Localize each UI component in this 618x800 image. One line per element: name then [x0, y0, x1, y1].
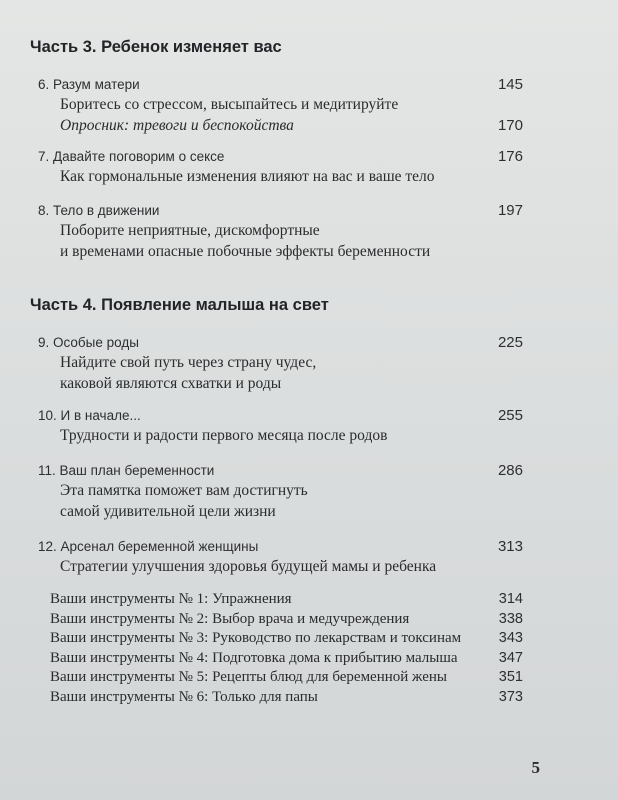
chapter-heading: 10. И в начале... [38, 408, 141, 423]
tool-entry [50, 649, 523, 669]
chapter-description: самой удивительной цели жизни [60, 503, 276, 520]
chapter-heading: 8. Тело в движении [38, 203, 160, 218]
toc-entry [38, 76, 523, 136]
chapter-description: Трудности и радости первого месяца после родов [60, 427, 388, 444]
tool-title: Ваши инструменты № 1: Упражнения [50, 591, 292, 607]
tool-title: Ваши инструменты № 2: Выбор врача и медучреждения [50, 610, 410, 627]
chapter-description: Как гормональные изменения влияют на вас и ваше тело [60, 168, 435, 185]
tool-entry [50, 629, 523, 649]
page-ref: 338 [498, 610, 523, 627]
tool-title: Ваши инструменты № 6: Только для папы [50, 688, 318, 705]
chapter-heading: 9. Особые роды [38, 335, 139, 350]
chapter-description: Найдите свой путь через страну чудес, [60, 354, 317, 371]
page-ref: 255 [497, 407, 523, 424]
tool-title: Ваши инструменты № 3: Руководство по лекарствам и токсинам [50, 630, 462, 646]
chapter-description: Эта памятка поможет вам достигнуть [60, 482, 308, 499]
toc-entry [38, 462, 523, 522]
page-ref: 313 [497, 538, 523, 555]
toc-entry [38, 334, 523, 394]
tool-title: Ваши инструменты № 5: Рецепты блюд для беременной жены [50, 669, 447, 685]
page-ref: 145 [497, 76, 523, 93]
tool-title: Ваши инструменты № 4: Подготовка дома к прибытию малыша [50, 649, 458, 666]
page-ref: 351 [498, 669, 523, 685]
page-ref: 176 [497, 148, 523, 165]
tool-entry [50, 688, 523, 708]
page-ref: 225 [497, 334, 523, 351]
chapter-heading: 11. Ваш план беременности [38, 463, 215, 478]
page-number: 5 [531, 758, 540, 777]
chapter-description: Опросник: тревоги и беспокойства [60, 117, 294, 134]
tools-list [50, 590, 523, 707]
chapter-heading: 12. Арсенал беременной женщины [38, 539, 259, 554]
chapter-description: Стратегии улучшения здоровья будущей мамы и ребенка [60, 558, 437, 575]
page-ref: 170 [497, 117, 523, 134]
tool-entry [50, 610, 523, 630]
chapter-description: каковой являются схватки и роды [60, 375, 282, 392]
chapter-heading: 7. Давайте поговорим о сексе [38, 149, 225, 164]
part-title: Часть 3. Ребенок изменяет вас [30, 38, 282, 56]
tool-entry [50, 590, 523, 610]
page-ref: 347 [498, 649, 523, 666]
toc-entry [38, 538, 523, 577]
chapter-heading: 6. Разум матери [38, 77, 140, 92]
chapter-description: Боритесь со стрессом, высыпайтесь и медитируйте [60, 96, 399, 113]
page-ref: 314 [498, 591, 523, 607]
page-ref: 343 [498, 630, 523, 646]
chapter-description: Поборите неприятные, дискомфортные [60, 222, 320, 239]
page-ref: 286 [497, 462, 523, 479]
toc-entry [38, 202, 523, 262]
toc-entry [38, 148, 523, 187]
page-ref: 197 [497, 202, 523, 219]
toc-entry [38, 407, 523, 446]
page-ref: 373 [498, 688, 523, 705]
tool-entry [50, 668, 523, 688]
part-title: Часть 4. Появление малыша на свет [30, 296, 329, 314]
chapter-description: и временами опасные побочные эффекты беременности [60, 243, 431, 260]
